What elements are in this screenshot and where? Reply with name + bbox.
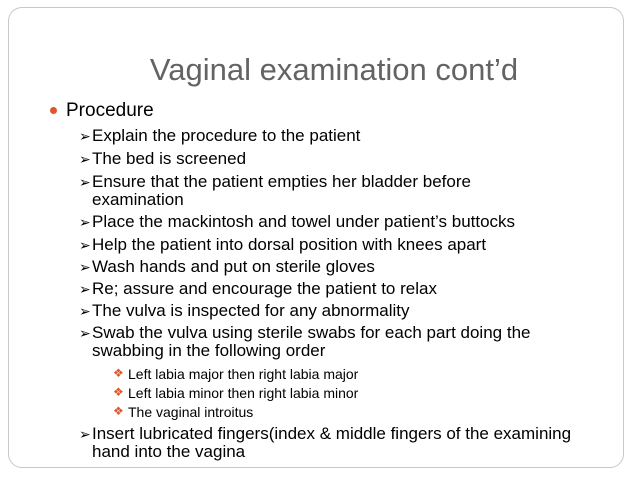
substep-item [113,404,254,420]
arrow-bullet-icon: ➢ [79,281,91,297]
arrow-bullet-icon: ➢ [79,174,91,190]
step-text: Help the patient into dorsal position with knees apart [92,235,487,254]
step-item [79,301,612,320]
step-item [79,424,582,461]
step-text: Wash hands and put on sterile gloves [92,257,375,276]
step-text: Insert lubricated fingers(index & middle fingers of the examining hand into the vagina [92,424,572,461]
substep-item [113,366,359,382]
slide-title: Vaginal examination cont’d [149,52,519,87]
arrow-bullet-icon: ➢ [79,325,91,341]
arrow-bullet-icon: ➢ [79,151,91,167]
arrow-bullet-icon: ➢ [79,303,91,319]
step-item [79,126,612,145]
procedure-heading [66,100,154,122]
substep-text: Left labia major then right labia major [128,366,359,382]
arrow-bullet-icon: ➢ [79,426,91,442]
arrow-bullet-icon: ➢ [79,128,91,144]
step-text: Place the mackintosh and towel under patient’s buttocks [92,212,516,231]
step-item [79,257,612,276]
step-item [79,172,547,209]
procedure-heading-text: Procedure [66,100,154,121]
arrow-bullet-icon: ➢ [79,259,91,275]
step-item [79,279,612,298]
bullet-dot-icon [50,107,57,114]
step-item [79,235,612,254]
substep-text: The vaginal introitus [128,404,254,420]
diamond-bullet-icon: ❖ [113,404,124,418]
step-item [79,212,612,231]
step-text: The vulva is inspected for any abnormality [92,301,410,320]
step-text: Explain the procedure to the patient [92,126,361,145]
diamond-bullet-icon: ❖ [113,366,124,380]
arrow-bullet-icon: ➢ [79,214,91,230]
substep-item [113,385,359,401]
step-text: The bed is screened [92,149,247,168]
step-text: Swab the vulva using sterile swabs for each part doing the swabbing in the following order [92,323,531,360]
step-item [79,323,587,360]
substep-text: Left labia minor then right labia minor [128,385,359,401]
arrow-bullet-icon: ➢ [79,237,91,253]
step-text: Re; assure and encourage the patient to relax [92,279,437,298]
step-item [79,149,612,168]
step-text: Ensure that the patient empties her bladder before examination [92,172,471,209]
diamond-bullet-icon: ❖ [113,385,124,399]
